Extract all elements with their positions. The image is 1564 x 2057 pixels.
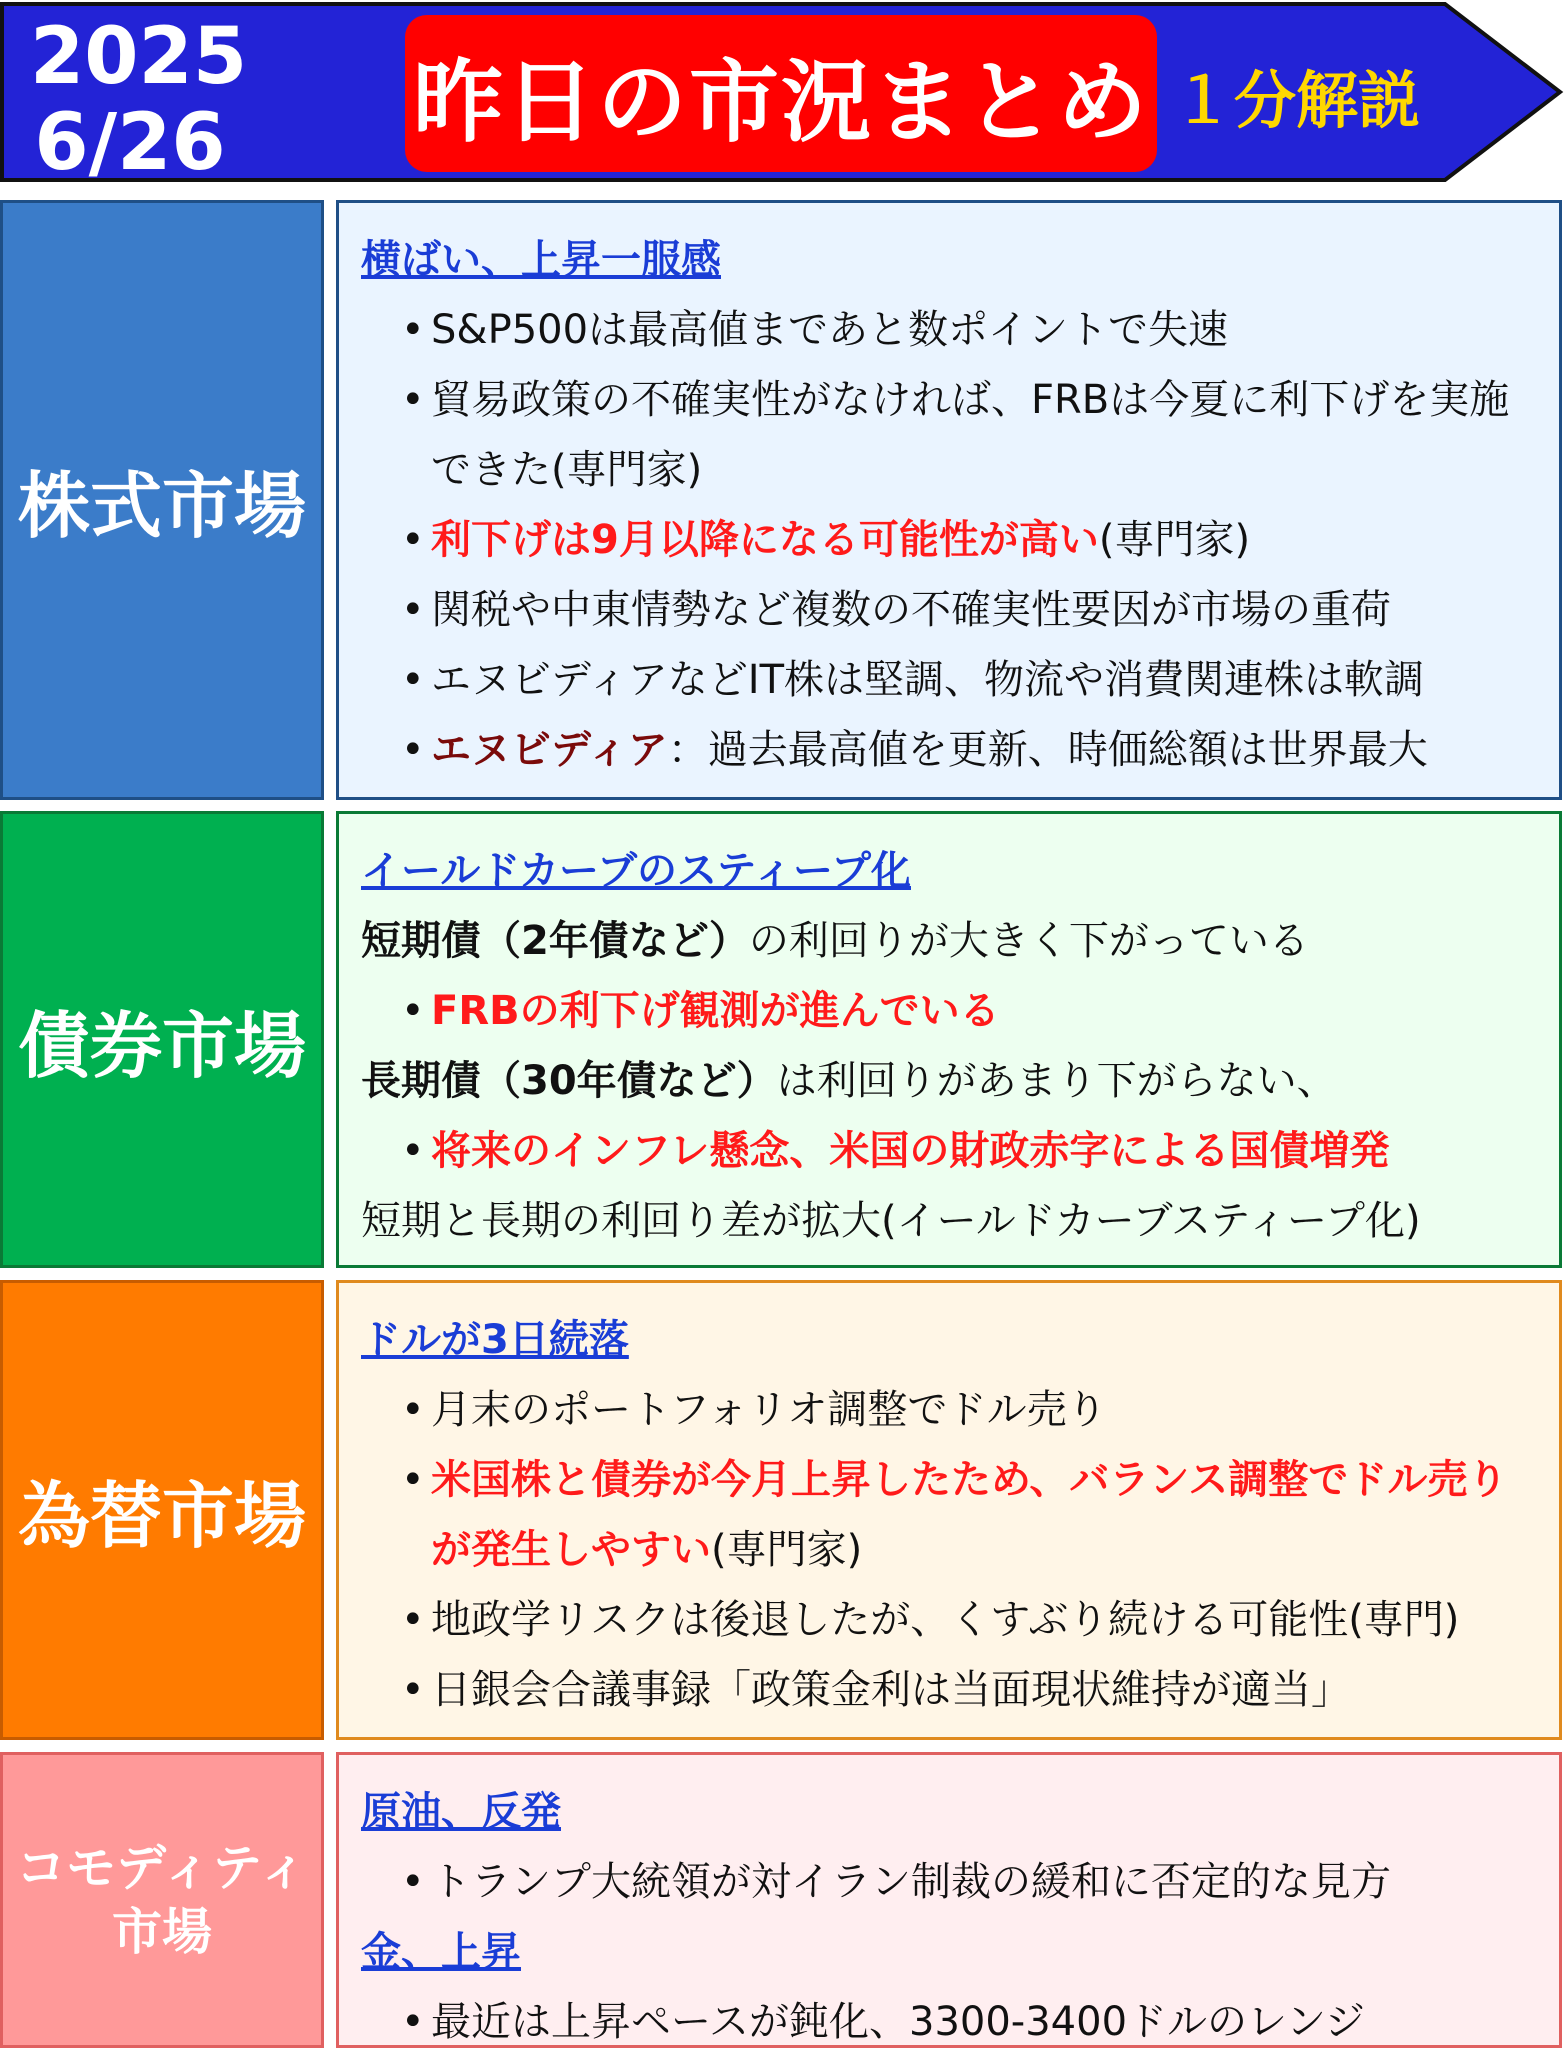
list-item-text: 最近は上昇ペースが鈍化、3300-3400ドルのレンジ [431,1999,1366,2045]
list-item [431,1987,1539,2057]
list-item [431,1585,1539,1655]
list-item [431,295,1539,365]
date-year: 2025 [30,12,248,102]
highlight-text: 将来のインフレ懸念、米国の財政赤字による国債増発 [431,1128,1390,1174]
section-content-bond [336,811,1562,1268]
highlight-text: 利下げは9月以降になる可能性が高い [431,517,1099,563]
list-item-text: トランプ大統領が対イラン制裁の緩和に否定的な見方 [431,1859,1391,1905]
bullet-list [361,1847,1539,1917]
section-label-fx: 為替市場 [0,1280,324,1740]
section-heading: ドルが3日続落 [361,1317,629,1363]
text-line [361,1046,1539,1116]
section-heading: イールドカーブのスティープ化 [361,848,911,894]
bold-text: 長期債（30年債など） [361,1058,777,1104]
date-day: 6/26 [34,98,226,188]
list-item [431,1847,1539,1917]
date-badge [30,10,248,188]
header-banner [0,0,1564,188]
list-item [431,715,1539,785]
list-item [431,1445,1539,1585]
list-item-text: ：過去最高値を更新、時価総額は世界最大 [667,727,1428,773]
section-heading: 金、上昇 [361,1929,521,1975]
list-item [431,365,1539,505]
list-item-text: 月末のポートフォリオ調整でドル売り [431,1387,1107,1433]
list-item [431,645,1539,715]
section-label-stock: 株式市場 [0,200,324,800]
list-item-text: 貿易政策の不確実性がなければ、FRBは今夏に利下げを実施できた(専門家) [431,377,1510,493]
bullet-list [361,1116,1539,1186]
section-content-commodity [336,1752,1562,2048]
highlight-text: エヌビディア [431,727,668,773]
list-item-text: 日銀会合議事録「政策金利は当面現状維持が適当」 [431,1667,1351,1713]
list-item-text: (専門家) [711,1527,863,1573]
list-item-text: S&P500は最高値まであと数ポイントで失速 [431,307,1229,353]
section-heading: 横ばい、上昇一服感 [361,237,721,283]
list-item-text: 地政学リスクは後退したが、くすぶり続ける可能性(専門) [431,1597,1460,1643]
section-label-bond: 債券市場 [0,811,324,1268]
page-subtitle: １分解説 [1172,63,1421,137]
list-item-text: (専門家) [1098,517,1251,563]
list-item [431,1655,1539,1725]
text-line: 短期と長期の利回り差が拡大(イールドカーブスティープ化) [361,1198,1421,1244]
list-item [431,575,1539,645]
section-label-commodity: コモディティ市場 [0,1752,324,2048]
line-text: は利回りがあまり下がらない、 [776,1058,1337,1104]
page-title: 昨日の市況まとめ [405,15,1157,172]
bullet-list [361,976,1539,1046]
bullet-list [361,1987,1539,2057]
section-content-fx [336,1280,1562,1740]
highlight-text: FRBの利下げ観測が進んでいる [431,988,1000,1034]
bullet-list [361,295,1539,785]
text-line [361,906,1539,976]
section-content-stock [336,200,1562,800]
bold-text: 短期債（2年債など） [361,918,749,964]
bullet-list [361,1375,1539,1725]
list-item-text: エヌビディアなどIT株は堅調、物流や消費関連株は軟調 [431,657,1425,703]
line-text: の利回りが大きく下がっている [748,918,1309,964]
highlight-text: 米国株と債券が今月上昇したため、バランス調整でドル売りが発生しやすい [431,1457,1508,1573]
list-item [431,976,1539,1046]
list-item-text: 関税や中東情勢など複数の不確実性要因が市場の重荷 [431,587,1391,633]
list-item [431,505,1539,575]
section-heading: 原油、反発 [361,1789,561,1835]
list-item [431,1116,1539,1186]
list-item [431,1375,1539,1445]
